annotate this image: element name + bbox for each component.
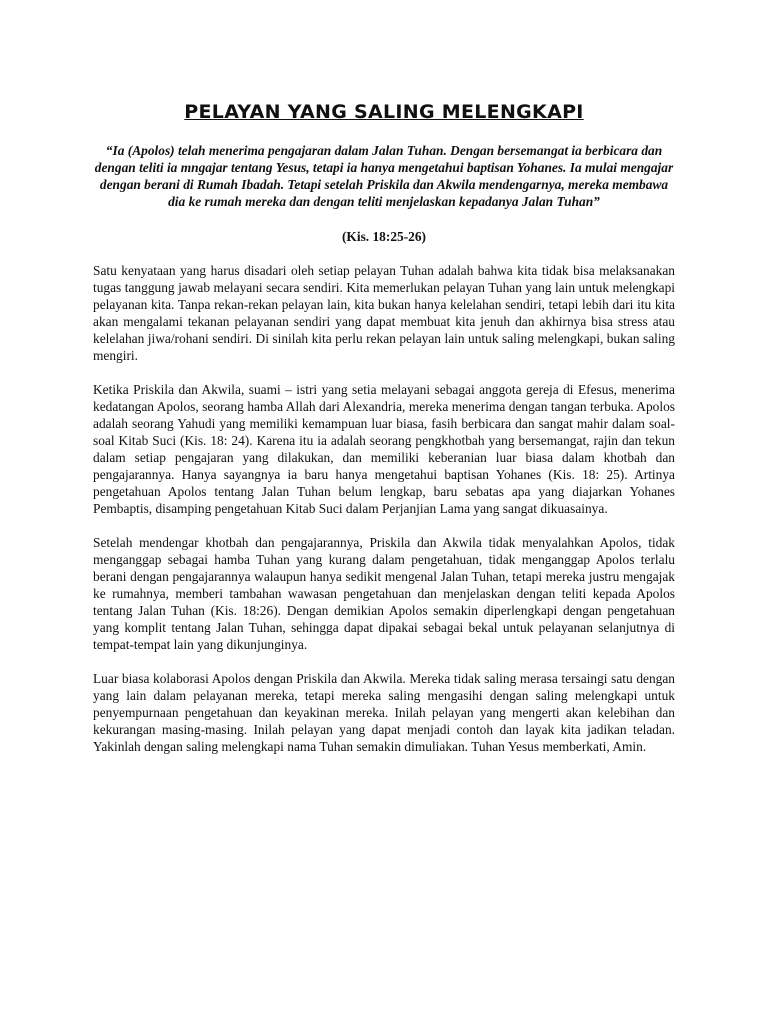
bible-quote: “Ia (Apolos) telah menerima pengajaran dalam Jalan Tuhan. Dengan bersemangat ia berbicara dan dengan teliti ia mngajar tentang Yesus, tetapi ia hanya mengetahui baptisan Yohanes. Ia mulai mengajar dengan berani di Rumah Ibadah. Tetapi setelah Priskila dan Akwila mendengarnya, mereka membawa dia ke rumah mereka dan dengan teliti menjelaskan kepadanya Jalan Tuhan”	[94, 143, 674, 209]
body-paragraph-4: Luar biasa kolaborasi Apolos dengan Priskila dan Akwila. Mereka tidak saling merasa tersaingi satu dengan yang lain dalam pelayanan mereka, tetapi mereka saling mengasihi dengan saling melengkapi untuk penyempurnaan pengetahuan dan keyakinan mereka. Inilah pelayan yang mengerti akan kelebihan dan kekurangan masing-masing. Inilah pelayan yang dapat menjadi contoh dan layak kita jadikan teladan. Yakinlah dengan saling melengkapi nama Tuhan semakin dimuliakan. Tuhan Yesus memberkati, Amin.	[93, 671, 675, 754]
body-paragraph-1: Satu kenyataan yang harus disadari oleh setiap pelayan Tuhan adalah bahwa kita tidak bisa melaksanakan tugas tanggung jawab melayani secara sendiri. Kita memerlukan pelayan Tuhan yang lain untuk melengkapi pelayanan kita. Tanpa rekan-rekan pelayan lain, kita bukan hanya kelelahan sendiri, tetapi lebih dari itu kita akan mengalami tekanan pelayanan sendiri yang dapat membuat kita jenuh dan akhirnya bisa stress atau kelelahan jiwa/rohani sendiri. Di sinilah kita perlu rekan pelayan lain untuk saling melengkapi, bukan saling mengiri.	[93, 263, 675, 363]
document-page	[93, 100, 675, 755]
bible-reference: (Kis. 18:25-26)	[341, 229, 427, 244]
body-paragraph-2: Ketika Priskila dan Akwila, suami – istri yang setia melayani sebagai anggota gereja di Efesus, menerima kedatangan Apolos, seorang hamba Allah dari Alexandria, mereka menerima dengan tangan terbuka. Apolos adalah seorang Yahudi yang memiliki kemampuan luar biasa, fasih berbicara dan sangat mahir dalam soal-soal Kitab Suci (Kis. 18: 24). Karena itu ia adalah seorang pengkhotbah yang bersemangat, rajin dan tekun dalam setiap pengajaran yang dilakukan, dan memiliki keberanian luar biasa dalam khotbah dan pengajarannya. Hanya sayangnya ia baru hanya mengetahui baptisan Yohanes (Kis. 18: 25). Artinya pengetahuan Apolos tentang Jalan Tuhan belum lengkap, baru sebatas apa yang diajarkan Yohanes Pembaptis, disamping pengetahuan Kitab Suci dalam Perjanjian Lama yang sangat dikuasainya.	[93, 382, 675, 516]
document-title: PELAYAN YANG SALING MELENGKAPI	[184, 101, 584, 123]
body-paragraph-3: Setelah mendengar khotbah dan pengajarannya, Priskila dan Akwila tidak menyalahkan Apolos, tidak menganggap sebagai hamba Tuhan yang kurang dalam pengetahuan, tidak menganggap Apolos terlalu berani dengan pengajarannya walaupun hanya sedikit mengenal Jalan Tuhan, tetapi mereka justru mengajak ke rumahnya, memberi tambahan wawasan pengetahuan dan menjelaskan dengan teliti kepada Apolos tentang Jalan Tuhan (Kis. 18:26). Dengan demikian Apolos semakin diperlengkapi dengan pengetahuan yang komplit tentang Jalan Tuhan, sehingga dapat dipakai sebagai bekal untuk pelayanan selanjutnya di tempat-tempat lain yang dikunjunginya.	[93, 535, 675, 652]
